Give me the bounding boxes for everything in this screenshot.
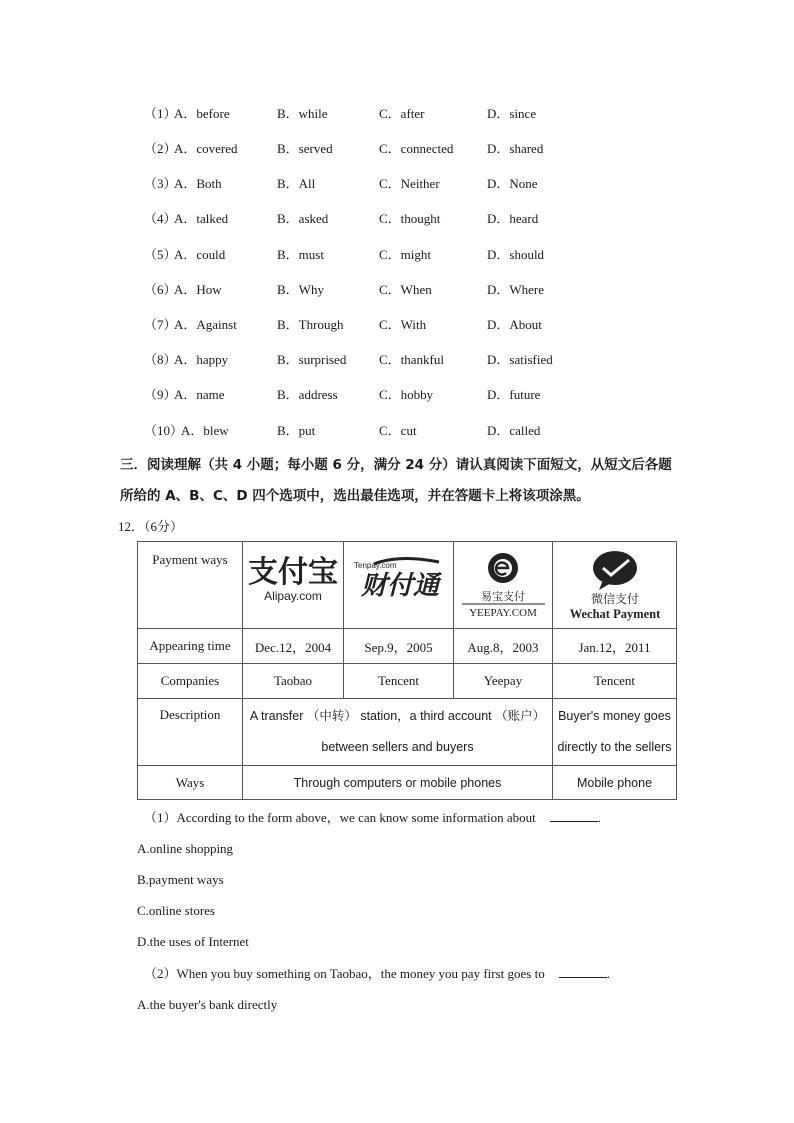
appearing-tenpay: Sep.9，2005 <box>344 629 454 664</box>
company-alipay: Taobao <box>243 664 344 699</box>
option-d: D．since <box>487 106 537 121</box>
q1-option-b: B.payment ways <box>137 872 224 887</box>
option-d: D．shared <box>487 141 544 156</box>
wechat-text: Wechat Payment <box>569 607 661 621</box>
yeepay-cn: 易宝支付 <box>481 590 525 603</box>
option-a: A．happy <box>174 352 229 367</box>
option-c: C．When <box>379 282 432 297</box>
company-tenpay: Tencent <box>344 664 454 699</box>
label-companies: Companies <box>138 664 243 699</box>
option-number: （4） <box>144 211 177 226</box>
option-c: C．connected <box>379 141 454 156</box>
yeepay-logo-cell <box>454 542 553 629</box>
label-ways: Ways <box>138 766 243 800</box>
option-b: B．Why <box>277 282 324 297</box>
option-b: B．All <box>277 176 316 191</box>
option-a: A．name <box>174 387 225 402</box>
alipay-logo-cell <box>243 542 344 629</box>
wechat-logo-cell <box>553 542 677 629</box>
option-number: （5） <box>144 247 177 262</box>
wechat-logo <box>553 542 676 628</box>
description-main <box>243 699 553 766</box>
option-d: D．None <box>487 176 538 191</box>
option-c: C．might <box>379 247 432 262</box>
description-wechat <box>553 699 677 766</box>
option-number: （8） <box>144 352 177 367</box>
option-number: （9） <box>144 387 177 402</box>
appearing-alipay: Dec.12，2004 <box>243 629 344 664</box>
q2-stem-text: （2）When you buy something on Taobao，the money you pay first goes to <box>144 966 545 981</box>
q1-option-d: D.the uses of Internet <box>137 934 249 949</box>
option-b: B．address <box>277 387 338 402</box>
option-c: C．With <box>379 317 427 332</box>
description-main-line-2: between sellers and buyers <box>321 740 474 754</box>
q1-blank <box>550 809 598 822</box>
q1-stem: （1）According to the form above，we can know some information about . <box>144 810 601 825</box>
option-c: C．thankful <box>379 352 444 367</box>
header-payment-ways: Payment ways <box>138 542 243 629</box>
wechat-cn: 微信支付 <box>590 592 640 606</box>
option-b: B．asked <box>277 211 329 226</box>
option-d: D．future <box>487 387 541 402</box>
ways-main: Through computers or mobile phones <box>243 766 553 800</box>
yeepay-logo <box>454 542 552 628</box>
option-b: B．while <box>277 106 328 121</box>
description-wechat-line-2: directly to the sellers <box>557 740 672 754</box>
option-b: B．must <box>277 247 324 262</box>
option-d: D．About <box>487 317 542 332</box>
option-a: A．How <box>174 282 222 297</box>
option-a: A．talked <box>174 211 229 226</box>
option-c: C．Neither <box>379 176 440 191</box>
option-b: B．surprised <box>277 352 347 367</box>
description-main-line-1: A transfer （中转） station，a third account （账户） <box>249 709 546 723</box>
q1-stem-text: （1）According to the form above，we can know some information about <box>144 810 536 825</box>
option-number: （10） <box>144 423 184 438</box>
alipay-logo <box>243 542 343 628</box>
tenpay-logo <box>344 542 453 628</box>
option-a: A．covered <box>174 141 238 156</box>
q1-option-a: A.online shopping <box>137 841 234 856</box>
label-appearing-time: Appearing time <box>138 629 243 664</box>
option-c: C．hobby <box>379 387 434 402</box>
option-a: A．Both <box>174 176 222 191</box>
option-c: C．thought <box>379 211 441 226</box>
option-c: C．after <box>379 106 425 121</box>
appearing-wechat: Jan.12，2011 <box>553 629 677 664</box>
option-number: （3） <box>144 176 177 191</box>
option-number: （6） <box>144 282 177 297</box>
option-a: A．before <box>174 106 230 121</box>
option-a: A．could <box>174 247 226 262</box>
company-wechat: Tencent <box>553 664 677 699</box>
q2-option-a: A.the buyer's bank directly <box>137 997 278 1012</box>
option-b: B．served <box>277 141 333 156</box>
option-d: D．heard <box>487 211 539 226</box>
option-number: （7） <box>144 317 177 332</box>
tenpay-mark: 财付通 <box>360 571 440 601</box>
option-a: A．Against <box>174 317 237 332</box>
alipay-mark: 支付宝 <box>248 555 338 590</box>
alipay-text: Alipay.com <box>264 589 322 603</box>
tenpay-logo-cell <box>344 542 454 629</box>
section-heading-line-2: 所给的 A、B、C、D 四个选项中，选出最佳选项，并在答题卡上将该项涂黑。 <box>120 488 590 504</box>
appearing-yeepay: Aug.8，2003 <box>454 629 553 664</box>
q1-option-c: C.online stores <box>137 903 215 918</box>
option-d: D．should <box>487 247 545 262</box>
question-number: 12．（6分） <box>118 519 184 534</box>
option-d: D．Where <box>487 282 545 297</box>
tenpay-top-text: Tenpay.com <box>354 561 397 570</box>
option-a: A．blew <box>181 423 229 438</box>
payment-table <box>137 541 677 800</box>
label-description: Description <box>138 699 243 766</box>
yeepay-text: YEEPAY.COM <box>469 607 537 619</box>
option-number: （1） <box>144 106 177 121</box>
ways-wechat: Mobile phone <box>553 766 677 800</box>
description-wechat-line-1: Buyer's money goes <box>558 709 671 723</box>
option-number: （2） <box>144 141 177 156</box>
q2-stem: （2）When you buy something on Taobao，the money you pay first goes to . <box>144 966 610 981</box>
option-c: C．cut <box>379 423 417 438</box>
option-d: D．satisfied <box>487 352 553 367</box>
section-heading-line-1: 三．阅读理解（共 4 小题；每小题 6 分，满分 24 分）请认真阅读下面短文，从短文后各题 <box>120 457 672 473</box>
option-b: B．put <box>277 423 316 438</box>
company-yeepay: Yeepay <box>454 664 553 699</box>
option-d: D．called <box>487 423 541 438</box>
option-b: B．Through <box>277 317 344 332</box>
q2-blank <box>559 965 607 978</box>
